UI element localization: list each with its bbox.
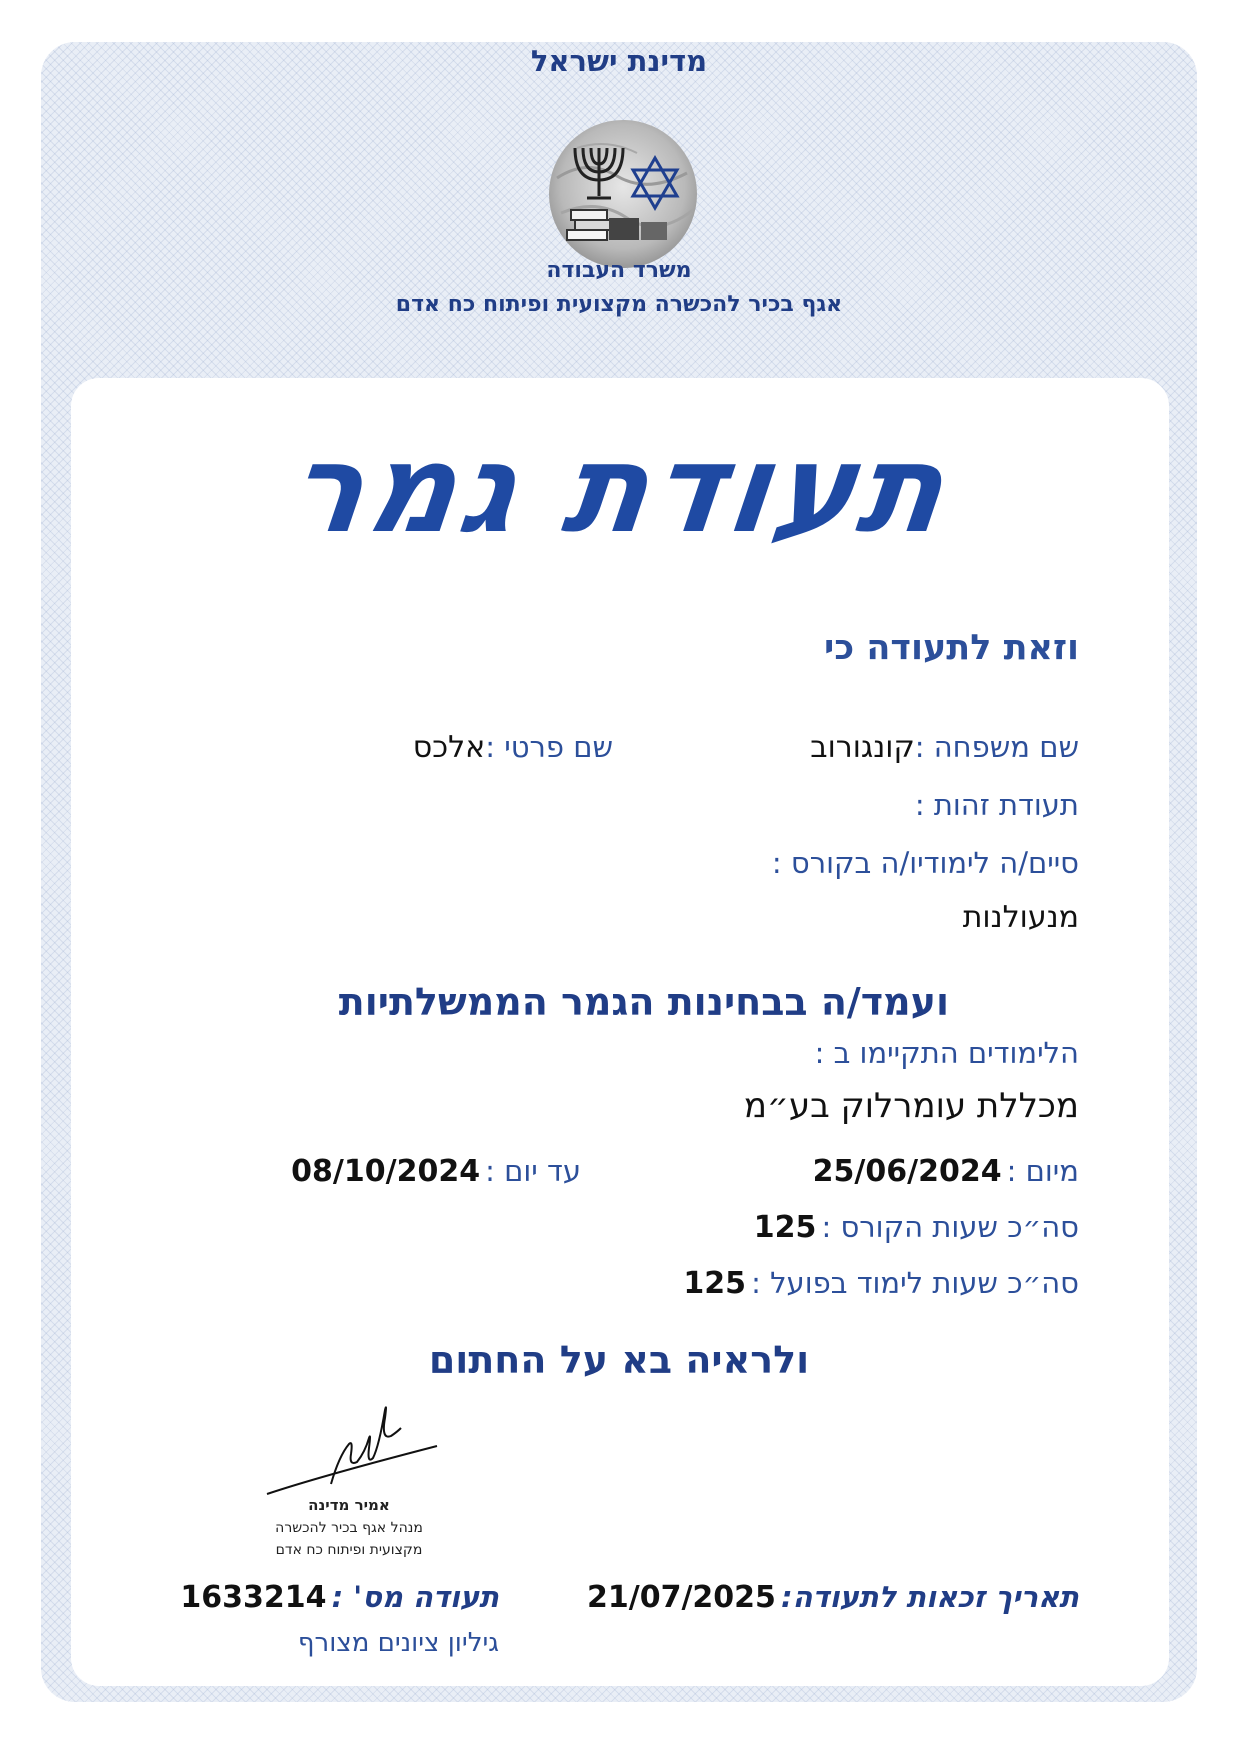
certificate-body [72,378,1170,1686]
signatory-name: אמיר מדינה [309,1496,391,1514]
passed-exams-text: ועמד/ה בבחינות הגמר הממשלתיות [339,980,950,1024]
held-at-label: הלימודים התקיימו ב : [815,1036,1080,1070]
completed-course-label: סיים/ה לימודיו/ה בקורס : [772,846,1080,880]
cert-number-label: תעודה מס' : [332,1580,500,1614]
first-name-row [414,730,614,765]
last-name-value: קונגורוב [811,730,916,765]
entitlement-date: 21/07/2025 [588,1580,777,1615]
course-hours-value: 125 [754,1210,818,1245]
to-date-value: 08/10/2024 [292,1154,482,1189]
last-name-label: שם משפחה : [915,730,1080,764]
cert-number-value: 1633214 [181,1580,328,1615]
attestation-text: ולראיה בא על החתום [429,1338,811,1382]
from-date-value: 25/06/2024 [813,1154,1003,1189]
to-date-row [292,1154,582,1189]
course-hours-label: סה״כ שעות הקורס : [822,1210,1080,1244]
cert-number-row [181,1580,500,1615]
id-label: תעודת זהות : [915,788,1080,822]
last-name-row [811,730,1080,765]
actual-hours-label: סה״כ שעות לימוד בפועל : [752,1266,1080,1300]
state-emblem-icon [548,118,700,270]
entitlement-label: תאריך זכאות לתעודה: [782,1580,1080,1614]
actual-hours-row [684,1266,1080,1301]
first-name-value: אלכס [413,730,487,765]
from-date-label: מיום : [1007,1154,1080,1188]
signatory-role-line2: מקצועית ופיתוח כח אדם [276,1542,424,1558]
to-date-label: עד יום : [486,1154,582,1188]
from-date-row [814,1154,1080,1189]
department-name: אגף בכיר להכשרה מקצועית ופיתוח כח אדם [396,292,844,317]
grades-note: גיליון ציונים מצורף [298,1628,500,1658]
actual-hours-value: 125 [684,1266,747,1301]
first-name-label: שם פרטי : [486,730,614,764]
intro-text: וזאת לתעודה כי [825,628,1080,668]
certificate-title: תעודת גמר [281,418,959,560]
course-hours-row [755,1210,1080,1245]
institution-name: מכללת עומרלוק בע״מ [744,1086,1080,1126]
ministry-name: משרד העבודה [547,258,693,283]
country-name: מדינת ישראל [531,44,709,78]
signature-image [262,1396,442,1506]
course-name: מנעולנות [963,900,1080,935]
entitlement-row [588,1580,1080,1615]
signatory-role-line1: מנהל אגף בכיר להכשרה [276,1520,424,1536]
